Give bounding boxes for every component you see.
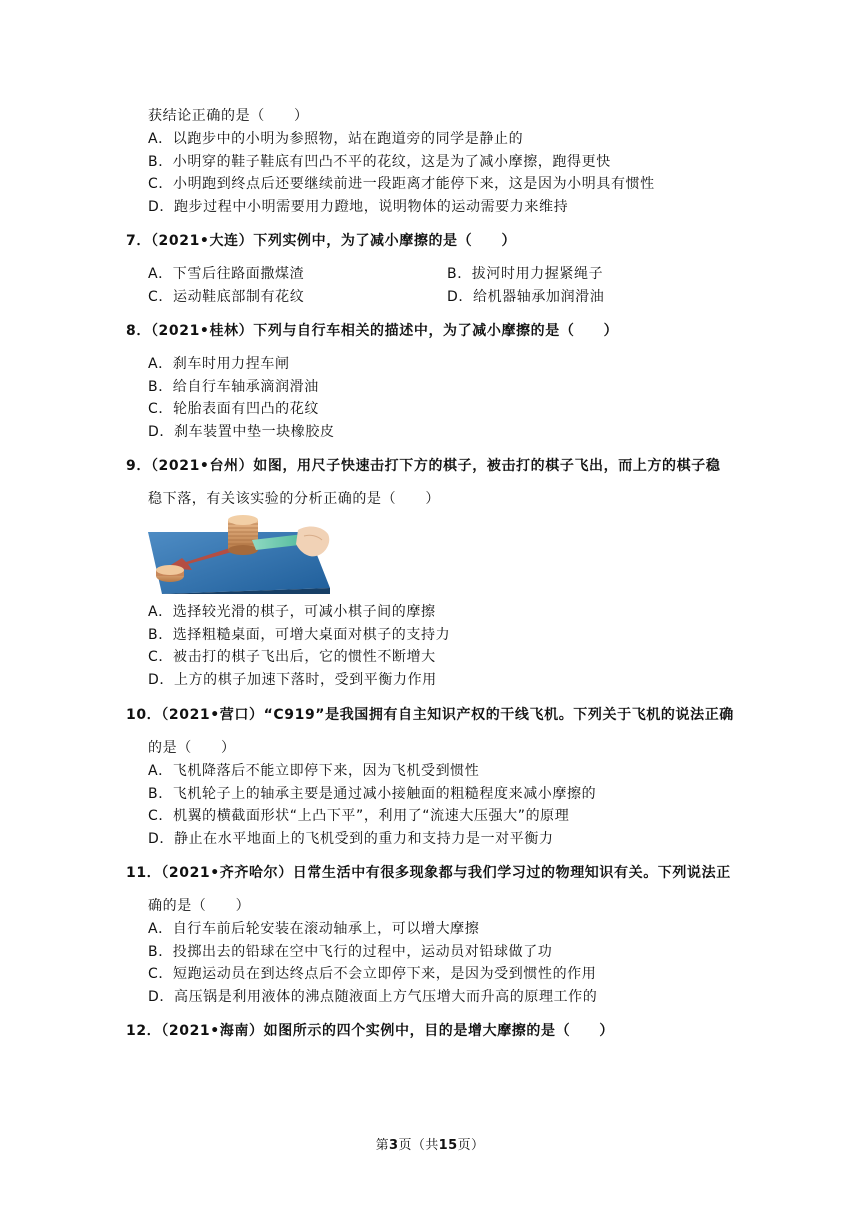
q8-option-b: B．给自行车轴承滴润滑油 (148, 379, 319, 395)
q9-chess-piece-figure (148, 510, 330, 594)
q11-option-c: C．短跑运动员在到达终点后不会立即停下来，是因为受到惯性的作用 (148, 966, 597, 982)
q10-stem-line1: 10．（2021•营口）“C919”是我国拥有自主知识产权的干线飞机。下列关于飞机的说法正确 (126, 707, 734, 723)
stack-top (228, 515, 258, 525)
q7-option-b: B．拔河时用力握紧绳子 (447, 266, 604, 282)
q6-option-a: A．以跑步中的小明为参照物，站在跑道旁的同学是静止的 (148, 131, 524, 147)
q10-option-d: D．静止在水平地面上的飞机受到的重力和支持力是一对平衡力 (148, 831, 554, 847)
q8-option-c: C．轮胎表面有凹凸的花纹 (148, 401, 319, 417)
footer-suffix: 页） (457, 1138, 485, 1153)
q11-option-a: A．自行车前后轮安装在滚动轴承上，可以增大摩擦 (148, 921, 480, 937)
q6-stem-tail: 获结论正确的是（ ） (148, 108, 309, 124)
q6-option-b: B．小明穿的鞋子鞋底有凹凸不平的花纹，这是为了减小摩擦，跑得更快 (148, 154, 611, 170)
stack-bottom (228, 545, 258, 555)
q10-stem-line2: 的是（ ） (148, 740, 236, 756)
q10-option-a: A．飞机降落后不能立即停下来，因为飞机受到惯性 (148, 763, 480, 779)
q9-stem-line1: 9．（2021•台州）如图，用尺子快速击打下方的棋子，被击打的棋子飞出，而上方的棋子稳 (126, 458, 721, 474)
q9-stem-line2: 稳下落，有关该实验的分析正确的是（ ） (148, 491, 440, 507)
q8-option-d: D．刹车装置中垫一块橡胶皮 (148, 424, 335, 440)
q8-stem: 8．（2021•桂林）下列与自行车相关的描述中，为了减小摩擦的是（ ） (126, 323, 619, 339)
footer-prefix: 第 (375, 1138, 390, 1153)
q8-option-a: A．刹车时用力捏车闸 (148, 356, 290, 372)
q11-stem-line2: 确的是（ ） (148, 898, 251, 914)
q10-option-c: C．机翼的横截面形状“上凸下平”，利用了“流速大压强大”的原理 (148, 808, 570, 824)
q11-option-d: D．高压锅是利用液体的沸点随液面上方气压增大而升高的原理工作的 (148, 989, 598, 1005)
q10-option-b: B．飞机轮子上的轴承主要是通过减小接触面的粗糙程度来减小摩擦的 (148, 786, 597, 802)
footer-page-number: 3 (389, 1138, 399, 1153)
footer-middle: 页（共 (398, 1138, 439, 1153)
q9-option-d: D．上方的棋子加速下落时，受到平衡力作用 (148, 672, 437, 688)
page-footer (0, 1138, 860, 1154)
flying-chess-piece-top (156, 565, 184, 575)
q7-stem: 7．（2021•大连）下列实例中，为了减小摩擦的是（ ） (126, 233, 517, 249)
q7-option-d: D．给机器轴承加润滑油 (447, 289, 605, 305)
q7-option-c: C．运动鞋底部制有花纹 (148, 289, 305, 305)
q6-option-d: D．跑步过程中小明需要用力蹬地，说明物体的运动需要力来维持 (148, 199, 569, 215)
q9-option-b: B．选择粗糙桌面，可增大桌面对棋子的支持力 (148, 627, 451, 643)
q9-option-a: A．选择较光滑的棋子，可减小棋子间的摩擦 (148, 604, 436, 620)
q7-option-a: A．下雪后往路面撒煤渣 (148, 266, 305, 282)
q12-stem: 12．（2021•海南）如图所示的四个实例中，目的是增大摩擦的是（ ） (126, 1023, 614, 1039)
footer-total-pages: 15 (438, 1138, 458, 1153)
q11-option-b: B．投掷出去的铅球在空中飞行的过程中，运动员对铅球做了功 (148, 944, 553, 960)
q9-option-c: C．被击打的棋子飞出后，它的惯性不断增大 (148, 649, 436, 665)
q6-option-c: C．小明跑到终点后还要继续前进一段距离才能停下来，这是因为小明具有惯性 (148, 176, 655, 192)
q11-stem-line1: 11．（2021•齐齐哈尔）日常生活中有很多现象都与我们学习过的物理知识有关。下列说法正 (126, 865, 731, 881)
